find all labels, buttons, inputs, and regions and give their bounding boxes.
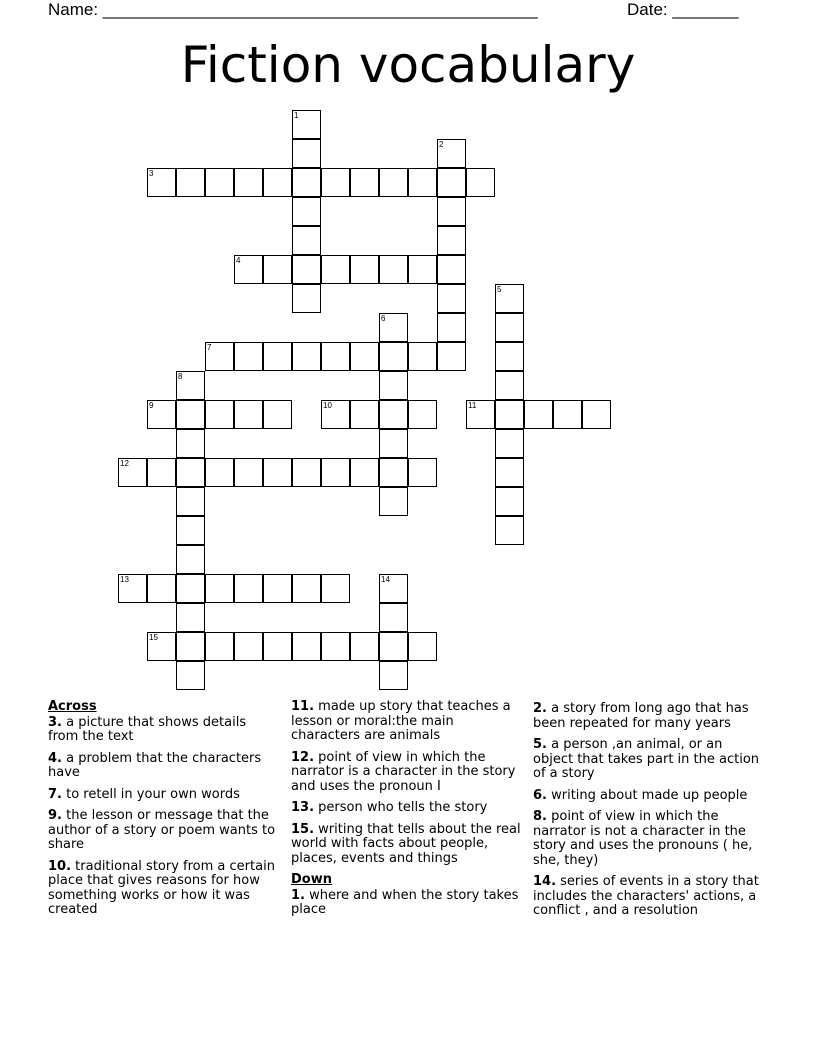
clue-item	[291, 889, 523, 918]
crossword-cell[interactable]	[234, 400, 263, 429]
crossword-cell[interactable]	[350, 400, 379, 429]
clue-item	[533, 875, 765, 919]
crossword-cell[interactable]	[495, 284, 524, 313]
crossword-cell[interactable]	[234, 632, 263, 661]
crossword-cell[interactable]	[350, 458, 379, 487]
crossword-cell[interactable]	[292, 632, 321, 661]
clue-item-number: 13.	[291, 800, 315, 815]
crossword-cell[interactable]	[205, 400, 234, 429]
crossword-cell[interactable]	[379, 400, 408, 429]
crossword-cell[interactable]	[321, 400, 350, 429]
crossword-cell[interactable]	[379, 603, 408, 632]
clue-item-number: 12.	[291, 749, 315, 765]
clue-number: 6	[381, 314, 386, 323]
crossword-cell[interactable]	[176, 429, 205, 458]
crossword-cell[interactable]	[176, 603, 205, 632]
clue-item-text: point of view in which the narrator is not a character in the story and uses the pronouns ( he, she, they)	[533, 809, 753, 868]
clue-number: 12	[120, 459, 129, 468]
crossword-cell[interactable]	[524, 400, 553, 429]
clue-number: 8	[178, 372, 183, 381]
across-clue-list-continued	[291, 700, 523, 866]
clue-item-text: point of view in which the narrator is a character in the story and uses the pronoun I	[291, 749, 516, 794]
clue-item-text: to retell in your own words	[61, 786, 240, 802]
clue-item-text: traditional story from a certain place that gives reasons for how something works or how it was created	[48, 858, 275, 917]
crossword-cell[interactable]	[495, 516, 524, 545]
clue-item-text: a person ,an animal, or an object that takes part in the action of a story	[533, 737, 760, 781]
crossword-cell[interactable]	[176, 400, 205, 429]
crossword-cell[interactable]	[147, 168, 176, 197]
clue-number: 13	[120, 575, 129, 584]
crossword-cell[interactable]	[437, 197, 466, 226]
clue-item-text: writing that tells about the real world with facts about people, places, events and things	[291, 821, 521, 866]
clue-number: 14	[381, 575, 390, 584]
clue-item-number: 5.	[533, 737, 547, 752]
crossword-cell[interactable]	[437, 139, 466, 168]
crossword-cell[interactable]	[205, 168, 234, 197]
crossword-cell[interactable]	[437, 284, 466, 313]
crossword-cell[interactable]	[205, 458, 234, 487]
crossword-cell[interactable]	[408, 400, 437, 429]
clue-item-number: 3.	[48, 714, 62, 730]
crossword-cell[interactable]	[321, 574, 350, 603]
clue-item-number: 6.	[533, 787, 547, 803]
crossword-cell[interactable]	[553, 400, 582, 429]
clue-item-number: 2.	[533, 701, 547, 716]
clue-item	[48, 752, 280, 781]
clue-item-number: 8.	[533, 809, 547, 824]
crossword-cell[interactable]	[263, 342, 292, 371]
clue-item-number: 14.	[533, 874, 557, 889]
crossword-cell[interactable]	[379, 661, 408, 690]
crossword-cell[interactable]	[495, 458, 524, 487]
clue-item-text: the lesson or message that the author of a story or poem wants to share	[48, 808, 276, 852]
crossword-cell[interactable]	[437, 226, 466, 255]
crossword-cell[interactable]	[263, 255, 292, 284]
clue-item-text: person who tells the story	[314, 800, 488, 815]
crossword-cell[interactable]	[263, 574, 292, 603]
crossword-cell[interactable]	[234, 574, 263, 603]
clue-item-number: 9.	[48, 808, 62, 823]
crossword-cell[interactable]	[466, 400, 495, 429]
page-title: Fiction vocabulary	[180, 36, 636, 94]
crossword-cell[interactable]	[437, 342, 466, 371]
clue-item-text: a story from long ago that has been repeated for many years	[533, 701, 749, 731]
clue-item	[48, 788, 280, 803]
across-clue-list	[48, 716, 280, 918]
crossword-cell[interactable]	[176, 516, 205, 545]
crossword-cell[interactable]	[379, 632, 408, 661]
clue-item-text: where and when the story takes place	[291, 887, 519, 917]
crossword-cell[interactable]	[147, 400, 176, 429]
crossword-cell[interactable]	[205, 632, 234, 661]
crossword-cell[interactable]	[176, 661, 205, 690]
crossword-cell[interactable]	[263, 400, 292, 429]
clue-item	[533, 810, 765, 868]
clue-item	[48, 716, 280, 745]
clue-item-number: 15.	[291, 821, 315, 837]
crossword-cell[interactable]	[379, 255, 408, 284]
clue-number: 10	[323, 401, 332, 410]
clue-number: 3	[149, 169, 154, 178]
crossword-cell[interactable]	[263, 632, 292, 661]
crossword-cell[interactable]	[205, 342, 234, 371]
crossword-cell[interactable]	[379, 342, 408, 371]
date-label: Date: _______	[627, 0, 739, 19]
crossword-cell[interactable]	[582, 400, 611, 429]
crossword-cell[interactable]	[495, 400, 524, 429]
crossword-cell[interactable]	[379, 371, 408, 400]
crossword-cell[interactable]	[292, 255, 321, 284]
crossword-cell[interactable]	[292, 342, 321, 371]
crossword-cell[interactable]	[408, 168, 437, 197]
crossword-cell[interactable]	[234, 458, 263, 487]
crossword-cell[interactable]	[408, 342, 437, 371]
crossword-cell[interactable]	[292, 284, 321, 313]
clues-column-2	[291, 700, 523, 925]
clue-item	[291, 823, 523, 867]
clue-item	[291, 700, 523, 744]
clue-item	[533, 789, 765, 804]
crossword-cell[interactable]	[408, 255, 437, 284]
crossword-cell[interactable]	[495, 342, 524, 371]
crossword-cell[interactable]	[176, 371, 205, 400]
clue-number: 11	[468, 401, 477, 410]
crossword-cell[interactable]	[350, 342, 379, 371]
crossword-cell[interactable]	[176, 458, 205, 487]
clue-item	[48, 860, 280, 918]
crossword-cell[interactable]	[147, 632, 176, 661]
name-label: Name: ______________________________________________	[48, 0, 538, 19]
crossword-cell[interactable]	[292, 110, 321, 139]
crossword-cell[interactable]	[118, 574, 147, 603]
clues-column-1	[48, 700, 280, 925]
clue-item-number: 10.	[48, 858, 72, 874]
crossword-cell[interactable]	[321, 342, 350, 371]
crossword-cell[interactable]	[408, 632, 437, 661]
across-heading: Across	[48, 699, 97, 714]
crossword-cell[interactable]	[466, 168, 495, 197]
crossword-cell[interactable]	[147, 574, 176, 603]
crossword-cell[interactable]	[234, 255, 263, 284]
crossword-cell[interactable]	[495, 487, 524, 516]
crossword-cell[interactable]	[437, 168, 466, 197]
down-heading: Down	[291, 872, 332, 887]
clue-item-number: 7.	[48, 786, 62, 802]
clues-column-3	[533, 700, 765, 926]
crossword-cell[interactable]	[495, 429, 524, 458]
crossword-cell[interactable]	[234, 168, 263, 197]
clue-item	[291, 751, 523, 795]
crossword-cell[interactable]	[292, 139, 321, 168]
crossword-cell[interactable]	[495, 371, 524, 400]
clue-number: 4	[236, 256, 241, 265]
crossword-cell[interactable]	[292, 168, 321, 197]
crossword-cell[interactable]	[234, 342, 263, 371]
crossword-cell[interactable]	[379, 429, 408, 458]
clue-item	[533, 738, 765, 782]
crossword-cell[interactable]	[437, 313, 466, 342]
crossword-cell[interactable]	[118, 458, 147, 487]
crossword-cell[interactable]	[176, 632, 205, 661]
clue-item-number: 1.	[291, 887, 305, 903]
down-clue-list	[291, 889, 523, 918]
crossword-cell[interactable]	[292, 197, 321, 226]
clue-item-text: a problem that the characters have	[48, 750, 262, 780]
crossword-cell[interactable]	[263, 458, 292, 487]
crossword-cell[interactable]	[379, 168, 408, 197]
crossword-cell[interactable]	[176, 487, 205, 516]
crossword-cell[interactable]	[205, 574, 234, 603]
clue-number: 5	[497, 285, 502, 294]
crossword-cell[interactable]	[379, 574, 408, 603]
clue-item	[291, 801, 523, 816]
clue-item	[48, 809, 280, 853]
crossword-cell[interactable]	[292, 458, 321, 487]
crossword-cell[interactable]	[176, 168, 205, 197]
crossword-cell[interactable]	[176, 545, 205, 574]
crossword-cell[interactable]	[350, 168, 379, 197]
crossword-cell[interactable]	[379, 458, 408, 487]
crossword-cell[interactable]	[292, 226, 321, 255]
crossword-cell[interactable]	[408, 458, 437, 487]
clue-item-number: 11.	[291, 699, 315, 714]
crossword-cell[interactable]	[379, 487, 408, 516]
crossword-cell[interactable]	[379, 313, 408, 342]
crossword-cell[interactable]	[321, 255, 350, 284]
crossword-cell[interactable]	[321, 168, 350, 197]
crossword-cell[interactable]	[147, 458, 176, 487]
clue-item-text: a picture that shows details from the text	[48, 714, 247, 744]
crossword-cell[interactable]	[292, 574, 321, 603]
down-clue-list-continued	[533, 702, 765, 919]
clue-item-text: writing about made up people	[546, 787, 748, 803]
clue-number: 2	[439, 140, 444, 149]
crossword-cell[interactable]	[350, 632, 379, 661]
clue-item-text: series of events in a story that includes the characters' actions, a conflict , and a resolution	[533, 874, 759, 918]
clue-item	[533, 702, 765, 731]
crossword-cell[interactable]	[321, 632, 350, 661]
clue-number: 7	[207, 343, 212, 352]
clue-number: 1	[294, 111, 299, 120]
clue-number: 9	[149, 401, 154, 410]
crossword-cell[interactable]	[176, 574, 205, 603]
clue-item-number: 4.	[48, 750, 62, 766]
crossword-cell[interactable]	[321, 458, 350, 487]
crossword-cell[interactable]	[350, 255, 379, 284]
crossword-cell[interactable]	[263, 168, 292, 197]
clue-item-text: made up story that teaches a lesson or moral:the main characters are animals	[291, 699, 511, 743]
crossword-cell[interactable]	[495, 313, 524, 342]
crossword-cell[interactable]	[437, 255, 466, 284]
clue-number: 15	[149, 633, 158, 642]
